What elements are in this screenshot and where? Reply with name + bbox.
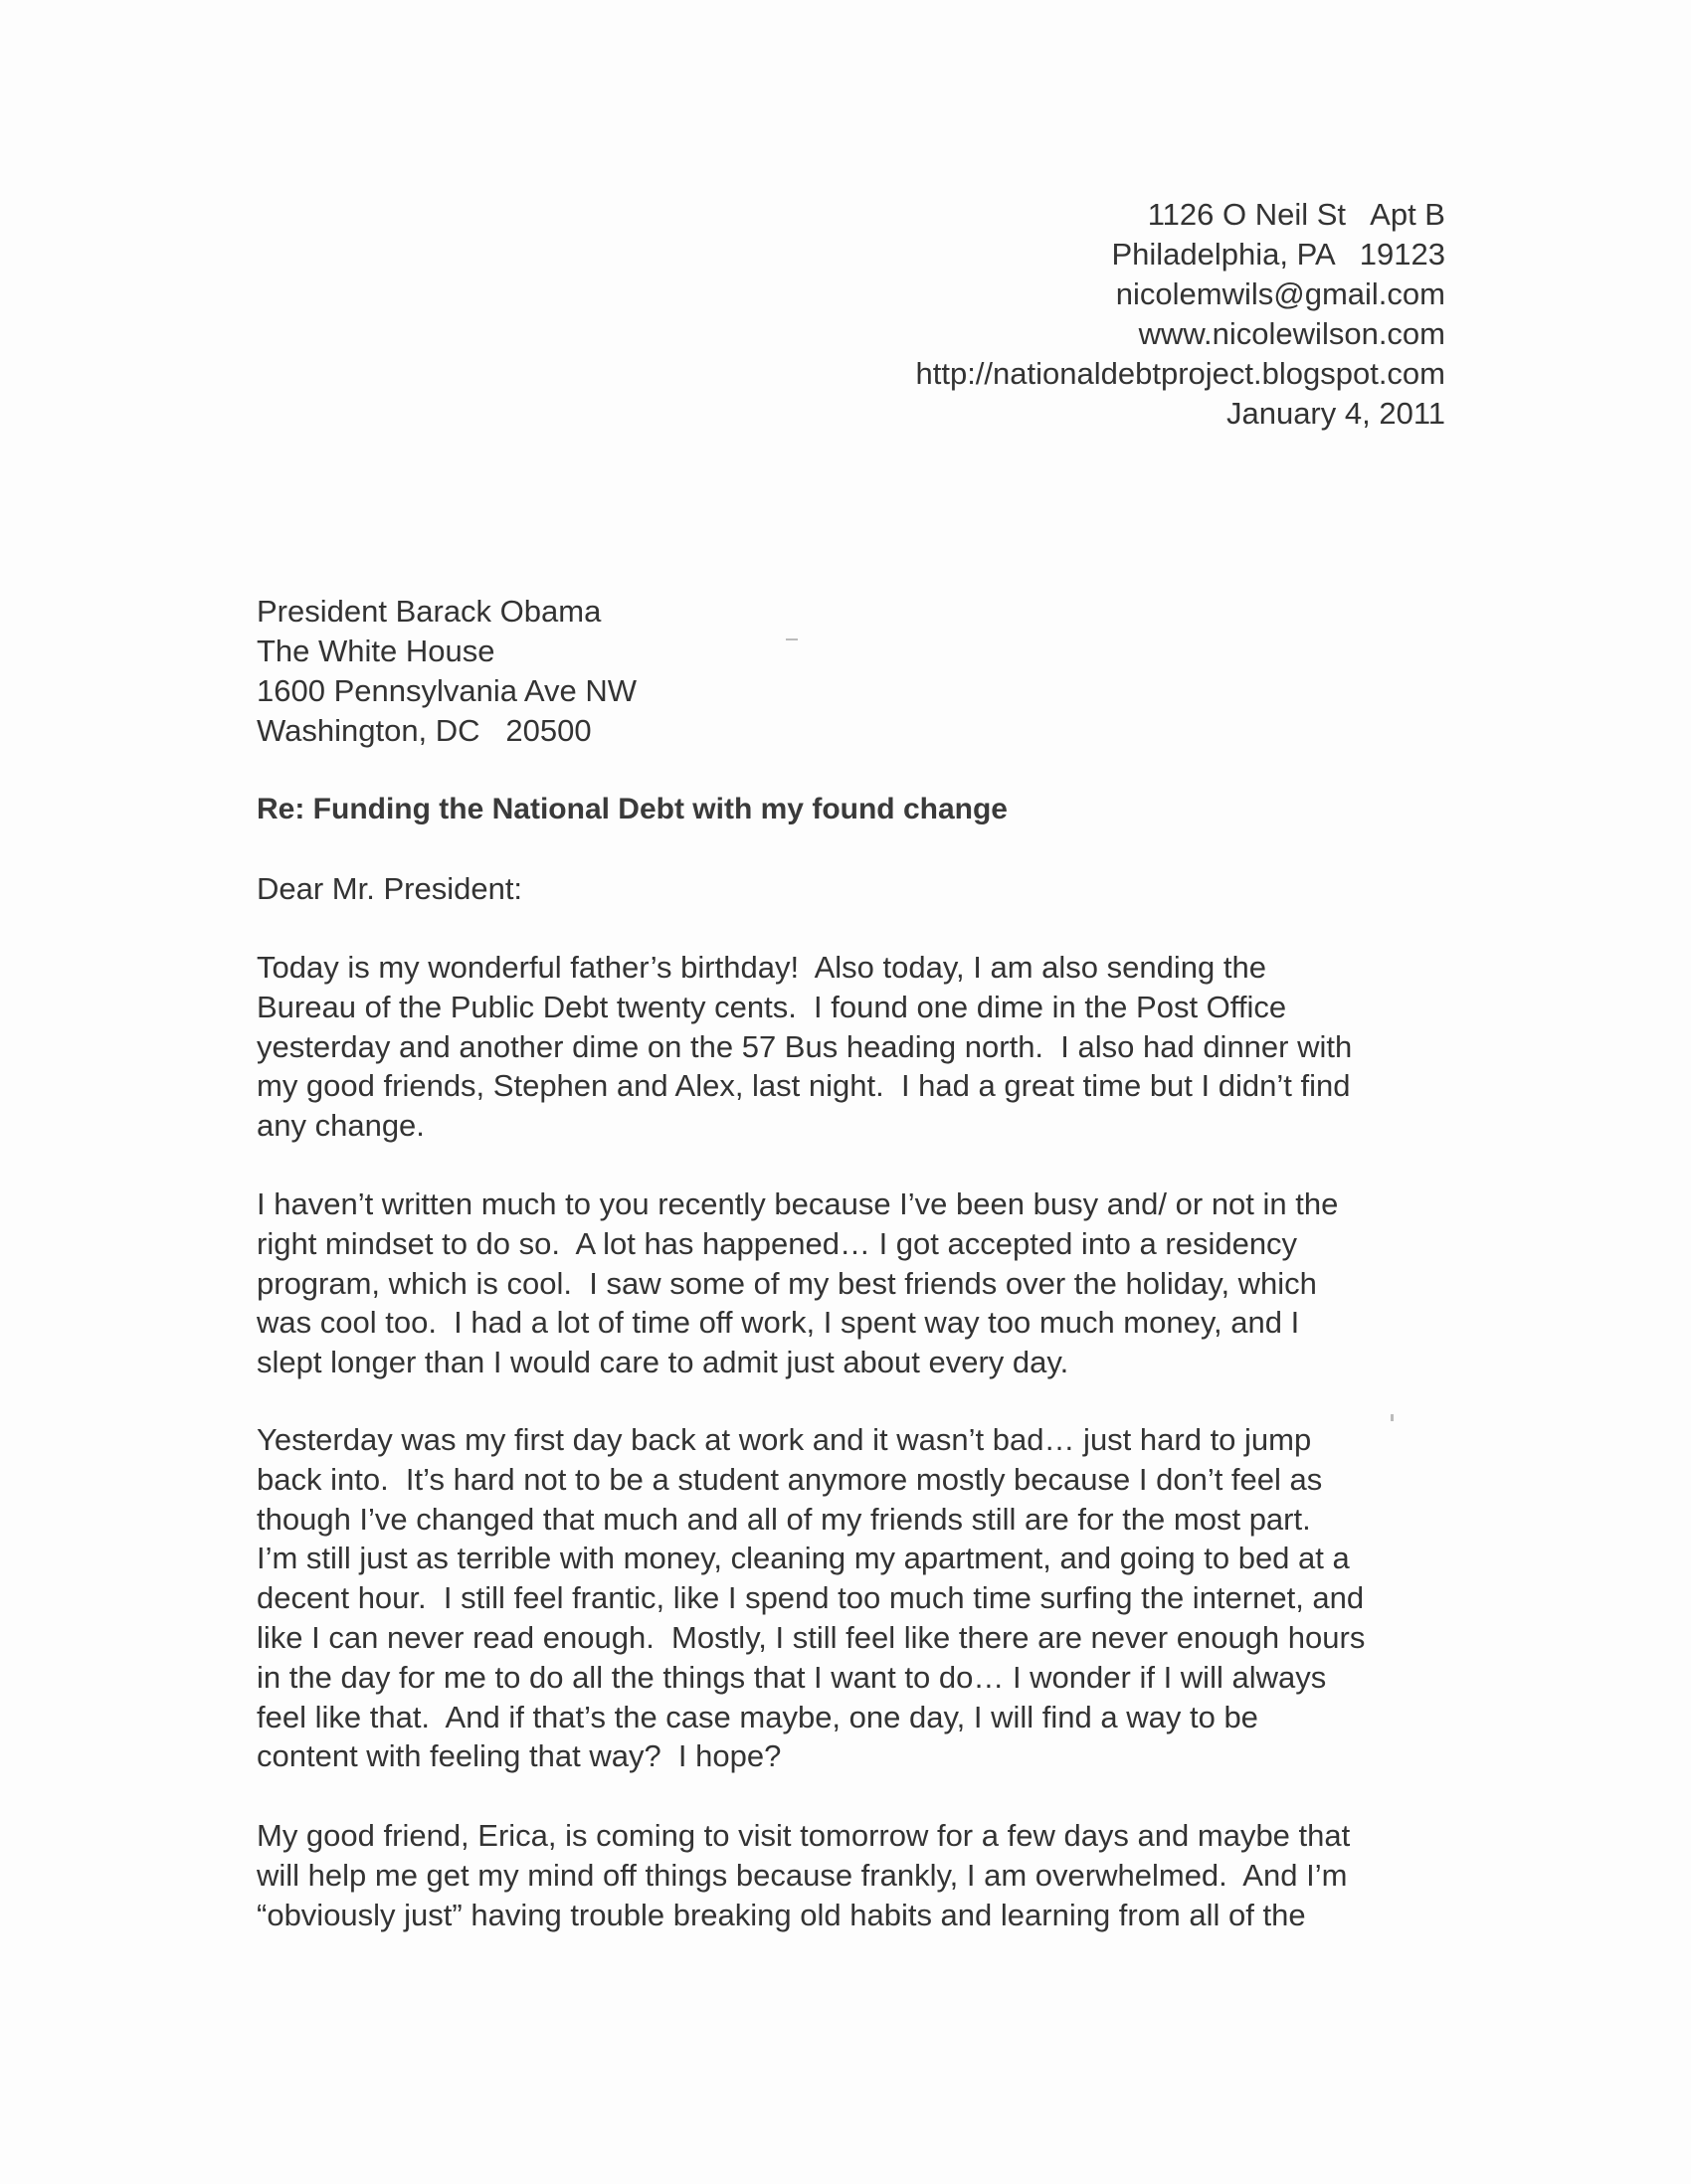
body-paragraph-1 (257, 948, 1480, 1146)
paragraph-line: yesterday and another dime on the 57 Bus heading north. I also had dinner with (257, 1028, 1353, 1064)
paragraph-line: in the day for me to do all the things that I want to do… I wonder if I will always (257, 1659, 1327, 1695)
sender-email: nicolemwils@gmail.com (1115, 276, 1445, 311)
paragraph-line: any change. (257, 1108, 425, 1144)
sender-street: 1126 O Neil St Apt B (1147, 197, 1445, 232)
letter-date: January 4, 2011 (1225, 396, 1445, 431)
paragraph-line: I’m still just as terrible with money, cleaning my apartment, and going to bed at a (257, 1541, 1350, 1576)
paragraph-line: I haven’t written much to you recently because I’ve been busy and/ or not in the (257, 1186, 1339, 1221)
paragraph-line: “obviously just” having trouble breaking old habits and learning from all of the (257, 1897, 1306, 1932)
paragraph-line: feel like that. And if that’s the case maybe, one day, I will find a way to be (257, 1699, 1258, 1734)
salutation: Dear Mr. President: (257, 871, 523, 906)
recipient-name: President Barack Obama (257, 594, 602, 629)
body-paragraph-3 (257, 1420, 1480, 1776)
body-paragraph-2 (257, 1184, 1480, 1382)
body-paragraph-4 (257, 1816, 1480, 1934)
subject-line: Re: Funding the National Debt with my found change (257, 793, 1008, 825)
recipient-organization: The White House (257, 634, 495, 668)
paragraph-line: program, which is cool. I saw some of my best friends over the holiday, which (257, 1265, 1317, 1301)
sender-city-state-zip: Philadelphia, PA 19123 (1111, 237, 1445, 272)
recipient-street: 1600 Pennsylvania Ave NW (257, 673, 637, 708)
paragraph-line: back into. It’s hard not to be a student anymore mostly because I don’t feel as (257, 1461, 1323, 1497)
paragraph-line: Today is my wonderful father’s birthday! Also today, I am also sending the (257, 950, 1266, 985)
paragraph-line: content with feeling that way? I hope? (257, 1738, 782, 1774)
sender-website: www.nicolewilson.com (1138, 316, 1445, 351)
sender-blog: http://nationaldebtproject.blogspot.com (915, 356, 1445, 391)
paragraph-line: My good friend, Erica, is coming to visit tomorrow for a few days and maybe that (257, 1818, 1351, 1853)
paragraph-line: Yesterday was my first day back at work and it wasn’t bad… just hard to jump (257, 1422, 1312, 1457)
paragraph-line: decent hour. I still feel frantic, like I spend too much time surfing the internet, and (257, 1580, 1365, 1616)
paragraph-line: right mindset to do so. A lot has happened… I got accepted into a residency (257, 1225, 1298, 1261)
paragraph-line: my good friends, Stephen and Alex, last night. I had a great time but I didn’t find (257, 1068, 1351, 1104)
recipient-address-block (257, 592, 637, 751)
paragraph-line: though I’ve changed that much and all of my friends still are for the most part. (257, 1501, 1311, 1537)
scan-speck (786, 638, 798, 640)
recipient-city-state-zip: Washington, DC 20500 (257, 713, 592, 748)
paragraph-line: will help me get my mind off things because frankly, I am overwhelmed. And I’m (257, 1857, 1348, 1893)
sender-address-block (915, 195, 1445, 434)
paragraph-line: slept longer than I would care to admit just about every day. (257, 1345, 1069, 1380)
paragraph-line: like I can never read enough. Mostly, I still feel like there are never enough hours (257, 1619, 1366, 1655)
paragraph-line: was cool too. I had a lot of time off work, I spent way too much money, and I (257, 1305, 1300, 1341)
paragraph-line: Bureau of the Public Debt twenty cents. I found one dime in the Post Office (257, 989, 1287, 1024)
